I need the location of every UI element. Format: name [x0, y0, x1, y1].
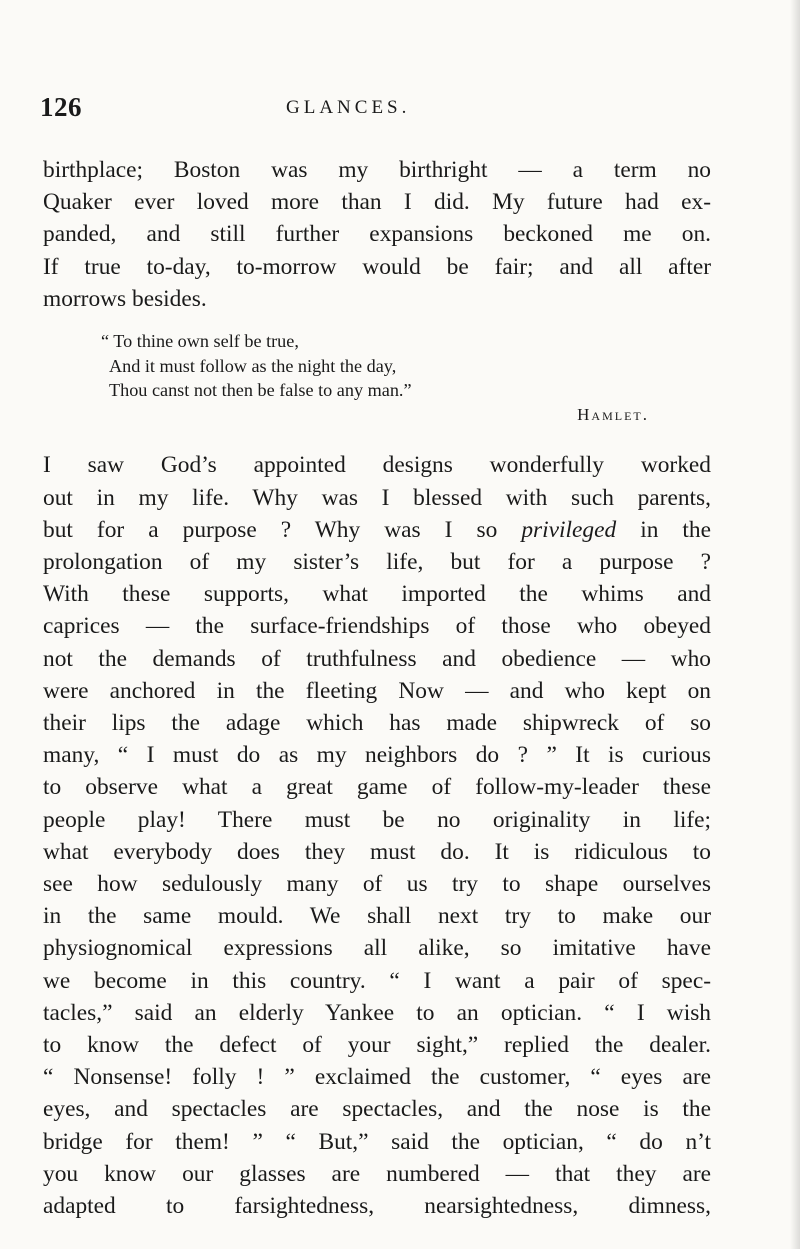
text-line: out in my life. Why was I blessed with such parents,: [43, 484, 711, 511]
text-line: in the same mould. We shall next try to make our: [43, 903, 711, 930]
text-line-with-emphasis: [43, 514, 711, 546]
text-line: tacles,” said an elderly Yankee to an optician. “ I wish: [43, 999, 711, 1026]
text-line: birthplace; Boston was my birthright — a term no: [43, 157, 711, 183]
quotation-block: [43, 329, 711, 427]
text-line: you know our glasses are numbered — that they are: [43, 1160, 711, 1187]
text-line: “ Nonsense! folly ! ” exclaimed the customer, “ eyes are: [43, 1064, 711, 1091]
text-line: to know the defect of your sight,” replied the dealer.: [43, 1032, 711, 1059]
text-line: caprices — the surface-friendships of those who obeyed: [43, 613, 711, 640]
text-line: see how sedulously many of us try to shape ourselves: [43, 871, 711, 898]
text-line: prolongation of my sister’s life, but for a purpose ?: [43, 549, 711, 575]
quote-line: Thou canst not then be false to any man.”: [109, 380, 412, 401]
text-line: we become in this country. “ I want a pair of spec-: [43, 967, 711, 994]
text-run: but for a purpose ? Why was I so: [43, 516, 522, 543]
text-line: morrows besides.: [43, 285, 207, 312]
quote-line: And it must follow as the night the day,: [109, 355, 397, 376]
text-line: If true to-day, to-morrow would be fair; and all after: [43, 253, 711, 280]
text-line: eyes, and spectacles are spectacles, and the nose is the: [43, 1096, 711, 1123]
text-line: what everybody does they must do. It is ridiculous to: [43, 838, 711, 865]
text-line: With these supports, what imported the whims and: [43, 581, 711, 608]
text-line: were anchored in the fleeting Now — and who kept on: [43, 677, 711, 704]
text-line: people play! There must be no originality in life;: [43, 806, 711, 833]
paragraph-1: [43, 154, 711, 315]
quote-attribution: Hamlet.: [577, 404, 649, 424]
body-text: [43, 154, 711, 1222]
running-title: GLANCES.: [286, 97, 411, 118]
text-line: adapted to farsightedness, nearsightedness, dimness,: [43, 1193, 711, 1220]
paragraph-2: [43, 449, 711, 1222]
page-number: 126: [40, 92, 82, 122]
text-line: to observe what a great game of follow-my-leader these: [43, 774, 711, 801]
text-line: many, “ I must do as my neighbors do ? ” It is curious: [43, 742, 711, 769]
quote-line: “ To thine own self be true,: [101, 331, 299, 352]
paragraph-2-rest: [43, 546, 711, 1222]
text-line: physiognomical expressions all alike, so imitative have: [43, 935, 711, 962]
text-line: bridge for them! ” “ But,” said the optician, “ do n’t: [43, 1128, 711, 1155]
text-line: not the demands of truthfulness and obedience — who: [43, 645, 711, 672]
text-line: Quaker ever loved more than I did. My future had ex-: [43, 189, 711, 216]
text-line: I saw God’s appointed designs wonderfully worked: [43, 452, 711, 479]
text-line: panded, and still further expansions beckoned me on.: [43, 221, 711, 248]
text-run: in the: [616, 516, 711, 543]
page-edge-shadow: [790, 0, 800, 1249]
emphasized-word: privileged: [521, 516, 617, 543]
text-line: their lips the adage which has made shipwreck of so: [43, 710, 711, 737]
